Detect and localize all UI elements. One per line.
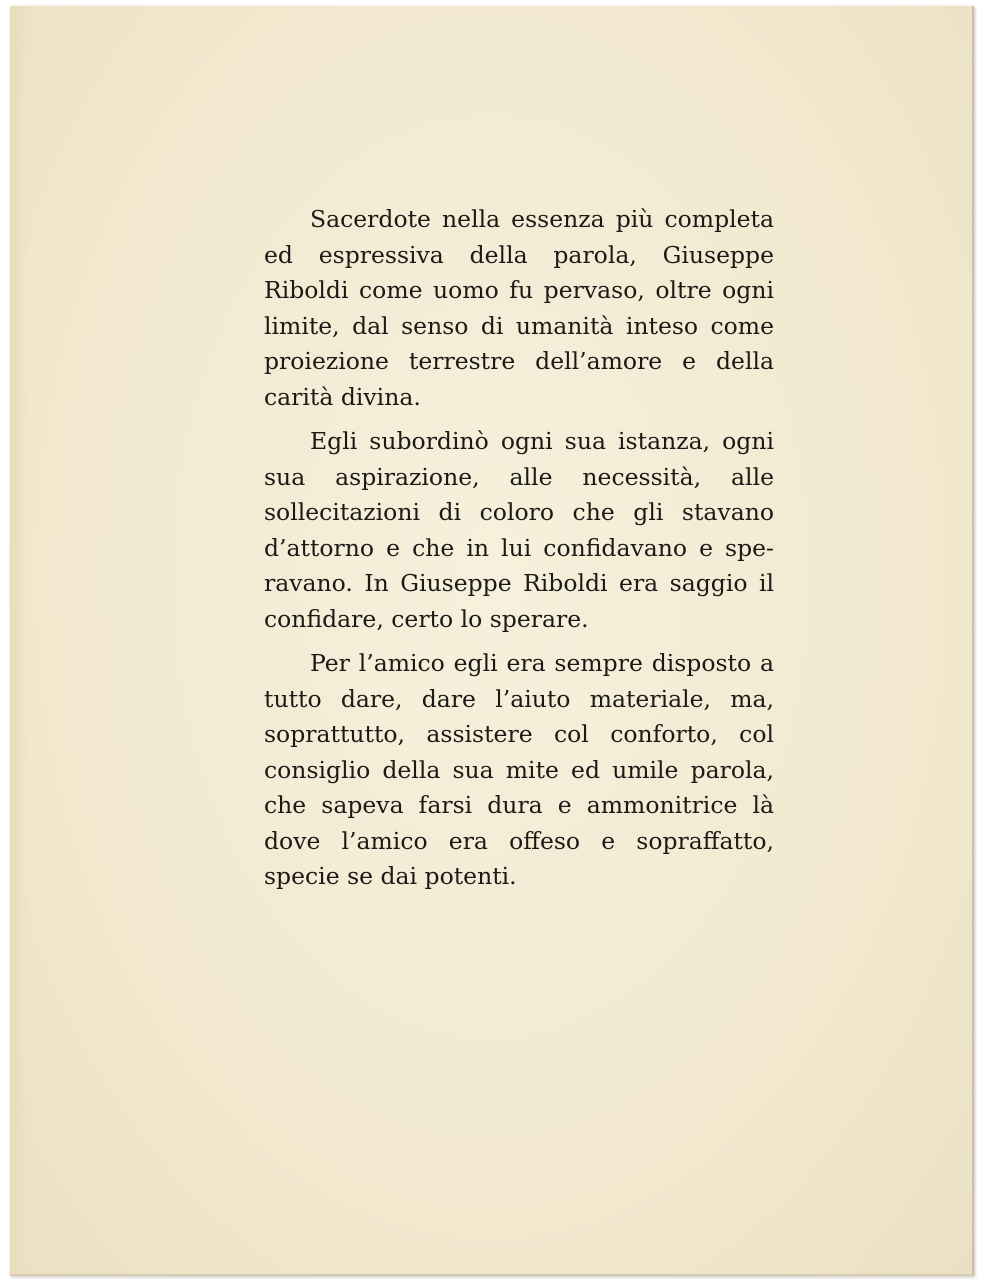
paragraph-2: Egli subordinò ogni sua istanza, ogni sua aspirazione, alle necessità, alle sollecitazioni di coloro che gli stavano d’attorno e che in lui confidavano e spe-ravano. In Giuseppe Riboldi era saggio il confidare, certo lo sperare. [264,427,774,633]
text-block [264,202,774,904]
paragraph-3: Per l’amico egli era sempre disposto a tutto dare, dare l’aiuto materiale, ma, soprattutto, assistere col conforto, col consiglio della sua mite ed umile parola, che sapeva farsi dura e ammonitrice là dove l’amico era offeso e sopraffatto, specie se dai potenti. [264,649,774,890]
page-edge-shadow [10,6,28,1274]
paper-page [10,6,974,1276]
paragraph-1: Sacerdote nella essenza più completa ed espressiva della parola, Giuseppe Riboldi come uomo fu pervaso, oltre ogni limite, dal senso di umanità inteso come proiezione terrestre dell’amore e della carità divina. [264,205,774,411]
